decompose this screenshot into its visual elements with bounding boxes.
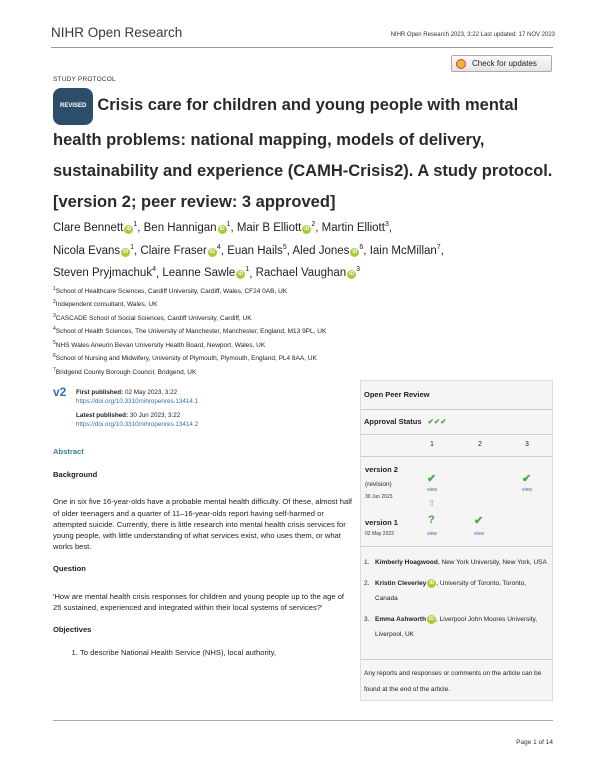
page-number: Page 1 of 14 xyxy=(516,739,553,746)
objective-item: 1. To describe National Health Service (NHS), local authority, xyxy=(80,647,353,658)
author-affiliation-ref: 3 xyxy=(356,266,361,274)
affiliation-text: School of Health Sciences, The University of Manchester, Manchester, England, M13 9PL, UK xyxy=(55,328,327,336)
affiliation-text: Bridgend County Borough Council, Bridgend, UK xyxy=(55,368,197,376)
version-note: [version 2; peer review: 3 approved] xyxy=(53,193,336,211)
author[interactable] xyxy=(370,245,441,257)
latest-published-label: Latest published: xyxy=(76,412,129,419)
reviewer-affiliation: , New York University, New York, USA xyxy=(437,559,547,566)
affiliation-number: 6 xyxy=(53,353,56,360)
author-name: Clare Bennett xyxy=(53,221,124,234)
reviewer-name[interactable]: Emma Ashworth xyxy=(375,615,427,623)
author[interactable] xyxy=(292,245,363,257)
author-affiliation-ref: 3 xyxy=(384,221,389,228)
author-affiliation-ref: 1 xyxy=(130,243,135,251)
abstract-section xyxy=(53,446,353,658)
first-published-label: First published: xyxy=(76,389,124,396)
latest-doi-link[interactable]: https://doi.org/10.3310/nihropenres.13414.2 xyxy=(76,421,199,428)
journal-name: NIHR Open Research xyxy=(51,25,183,40)
author[interactable] xyxy=(237,222,315,234)
affiliation-text: School of Healthcare Sciences, Cardiff University, Cardiff, Wales, CF24 0AB, UK xyxy=(55,288,288,296)
approved-check-icon: ✔ xyxy=(522,473,532,485)
affiliation-number: 5 xyxy=(53,339,56,346)
author-name: Leanne Sawle xyxy=(162,267,236,280)
publication-info xyxy=(76,388,198,429)
reviewer-number: 2. xyxy=(364,579,370,587)
orcid-icon[interactable]: iD xyxy=(219,225,225,232)
orcid-icon[interactable]: iD xyxy=(304,225,310,232)
author-name: Ben Hannigan xyxy=(143,221,217,234)
author[interactable] xyxy=(144,222,231,234)
reviewer-column-2: 2 xyxy=(478,441,482,448)
reviewer-list xyxy=(364,555,549,648)
abstract-heading: Abstract xyxy=(53,447,84,456)
approved-check-icon: ✔ xyxy=(427,417,434,426)
panel-divider xyxy=(361,434,552,435)
affiliation xyxy=(53,338,326,351)
background-heading: Background xyxy=(53,470,98,480)
view-report-link[interactable]: view xyxy=(522,487,533,493)
author-affiliation-ref: 7 xyxy=(436,243,441,251)
author-name: Nicola Evans xyxy=(53,244,121,257)
author-affiliation-ref: 5 xyxy=(282,243,287,251)
author-name: Martin Elliott xyxy=(321,221,385,234)
orcid-icon[interactable]: iD xyxy=(429,615,435,622)
affiliation xyxy=(53,297,326,310)
reviewer-column-1: 1 xyxy=(430,441,434,448)
affiliation xyxy=(53,311,326,324)
orcid-icon[interactable]: iD xyxy=(349,271,355,278)
author-affiliation-ref: 2 xyxy=(311,221,316,228)
peer-review-footer: Any reports and responses or comments on the article can be found at the end of the article. xyxy=(364,670,542,693)
orcid-icon[interactable]: iD xyxy=(209,248,215,255)
reviewer-number: 3. xyxy=(364,615,370,623)
objectives-heading: Objectives xyxy=(53,625,92,635)
orcid-icon[interactable]: iD xyxy=(123,248,129,255)
affiliation-number: 4 xyxy=(53,326,56,333)
panel-divider xyxy=(361,659,552,660)
author-affiliation-ref: 6 xyxy=(359,243,364,251)
header-divider xyxy=(51,47,553,48)
orcid-icon[interactable]: iD xyxy=(126,225,132,232)
reviewer-name[interactable]: Kimberly Hoagwood xyxy=(375,559,438,566)
affiliation-text: Independent consultant, Wales, UK xyxy=(55,301,158,309)
author-name: Euan Hails xyxy=(227,244,283,257)
author[interactable] xyxy=(322,222,389,234)
first-doi-link[interactable]: https://doi.org/10.3310/nihropenres.13414.1 xyxy=(76,398,199,405)
peer-review-panel xyxy=(360,380,553,701)
author-name: Aled Jones xyxy=(292,244,350,257)
check-updates-label: Check for updates xyxy=(472,59,537,68)
author-affiliation-ref: 4 xyxy=(216,243,221,251)
orcid-icon[interactable]: iD xyxy=(352,248,358,255)
author-name: Rachael Vaughan xyxy=(255,267,347,280)
author-affiliation-ref: 1 xyxy=(133,221,138,228)
article-title xyxy=(53,88,553,218)
panel-divider xyxy=(361,456,552,457)
author-name: Mair B Elliott xyxy=(236,221,302,234)
reviewer xyxy=(364,612,549,643)
affiliation-text: NHS Wales Aneurin Bevan University Health Board, Newport, Wales, UK xyxy=(55,341,266,349)
version-2-sub: (revision) xyxy=(365,481,392,488)
version-2-date: 30 Jun 2023 xyxy=(365,494,393,500)
approved-check-icon: ✔ xyxy=(474,515,484,527)
author[interactable] xyxy=(53,267,156,279)
approved-check-icon: ✔ xyxy=(427,473,437,485)
reviewer-affiliation: , University of Toronto, Toronto, Canada xyxy=(375,579,527,602)
view-report-link[interactable]: view xyxy=(474,531,485,537)
question-mark-icon: ? xyxy=(428,514,435,526)
footer-divider xyxy=(53,720,553,721)
affiliation-number: 2 xyxy=(53,299,56,306)
author-name: Steven Pryjmachuk xyxy=(53,267,153,280)
panel-divider xyxy=(361,409,552,410)
affiliation-number: 3 xyxy=(53,312,56,319)
orcid-icon[interactable]: iD xyxy=(429,579,435,586)
title-text: Crisis care for children and young people with mental health problems: national mapping, models of delivery, sustainability and experience (CAMH-Crisis2). A study protocol. xyxy=(53,96,553,180)
approved-check-icon: ✔ xyxy=(433,417,441,426)
first-published-date: 02 May 2023, 3:22 xyxy=(124,389,178,396)
version-2-label: version 2 xyxy=(365,465,398,474)
author[interactable] xyxy=(140,245,220,257)
version-1-date: 02 May 2023 xyxy=(365,531,394,537)
author[interactable] xyxy=(53,245,134,257)
author-affiliation-ref: 1 xyxy=(226,221,231,228)
crossmark-icon xyxy=(456,59,466,69)
question-heading: Question xyxy=(53,564,86,574)
author[interactable] xyxy=(53,222,137,234)
panel-divider xyxy=(361,546,552,547)
reviewer xyxy=(364,555,549,571)
approval-label: Approval Status xyxy=(364,417,422,426)
peer-review-title: Open Peer Review xyxy=(364,390,430,399)
affiliation-text: School of Nursing and Midwifery, University of Plymouth, Plymouth, England, PL4 8AA, UK xyxy=(55,355,317,363)
affiliation-number: 7 xyxy=(53,366,56,373)
affiliation xyxy=(53,324,326,337)
orcid-icon[interactable]: iD xyxy=(238,271,244,278)
version-1-label: version 1 xyxy=(365,518,398,527)
reviewer-column-3: 3 xyxy=(525,441,529,448)
affiliation xyxy=(53,365,326,378)
author[interactable] xyxy=(162,267,249,279)
author-name: Iain McMillan xyxy=(369,244,437,257)
reviewer xyxy=(364,576,549,607)
background-text: One in six five 16-year-olds have a probable mental health difficulty. Of these, almost half of older teenagers and a quarter of 11–16-year-olds report having self-harmed or attempted suicide. Currently, there is little research into mental health crisis services for young people, with little understanding of what services exist, who uses them, or what works best. xyxy=(53,497,352,552)
author-list: Clare Bennett $iD^1$, Ben Hannigan $iD^1$, Mair B Elliott $iD^2$, Martin Elliott$^3$, Nicola Evans $iD^1$, Claire Fraser $iD^4$, Euan Hails$^5$, Aled Jones $iD^6$, Iain McMillan$^7$, Steven Pryjmachuk$^4$, Leanne Sawle $iD^1$, Rachael Vaughan $iD^3$ xyxy=(53,221,444,280)
affiliation-number: 1 xyxy=(53,286,56,292)
article-type: STUDY PROTOCOL xyxy=(53,76,116,83)
latest-published-date: 30 Jun 2023, 3:22 xyxy=(129,412,181,419)
affiliation xyxy=(53,284,326,297)
reviewer-name[interactable]: Kristin Cleverley xyxy=(375,579,427,587)
affiliation-list xyxy=(53,284,326,378)
author[interactable] xyxy=(227,245,287,257)
arrow-up-icon: ⇧ xyxy=(428,498,436,508)
approved-check-icon: ✔ xyxy=(440,417,447,426)
reviewer-number: 1. xyxy=(364,559,370,566)
affiliation-text: CASCADE School of Social Sciences, Cardiff University, Cardiff, UK xyxy=(55,315,252,323)
check-updates-button[interactable] xyxy=(451,55,552,72)
revised-badge: REVISED xyxy=(53,88,93,125)
affiliation xyxy=(53,351,326,364)
view-report-link[interactable]: view xyxy=(427,487,438,493)
journal-meta: NIHR Open Research 2023, 3:22 Last updated: 17 NOV 2023 xyxy=(390,32,555,38)
author-affiliation-ref: 4 xyxy=(152,266,156,274)
view-report-link[interactable]: view xyxy=(427,531,438,537)
author-name: Claire Fraser xyxy=(140,244,207,257)
reviewer-affiliation: , Liverpool John Moores University, Liverpool, UK xyxy=(375,615,538,638)
author-affiliation-ref: 1 xyxy=(245,266,250,274)
question-text: 'How are mental health crisis responses for children and young people up to the age of 25 sustained, experienced and integrated within their local systems of services?' xyxy=(53,591,345,612)
version-label: v2 xyxy=(53,385,67,399)
author[interactable] xyxy=(256,267,361,279)
approval-status xyxy=(364,417,447,426)
